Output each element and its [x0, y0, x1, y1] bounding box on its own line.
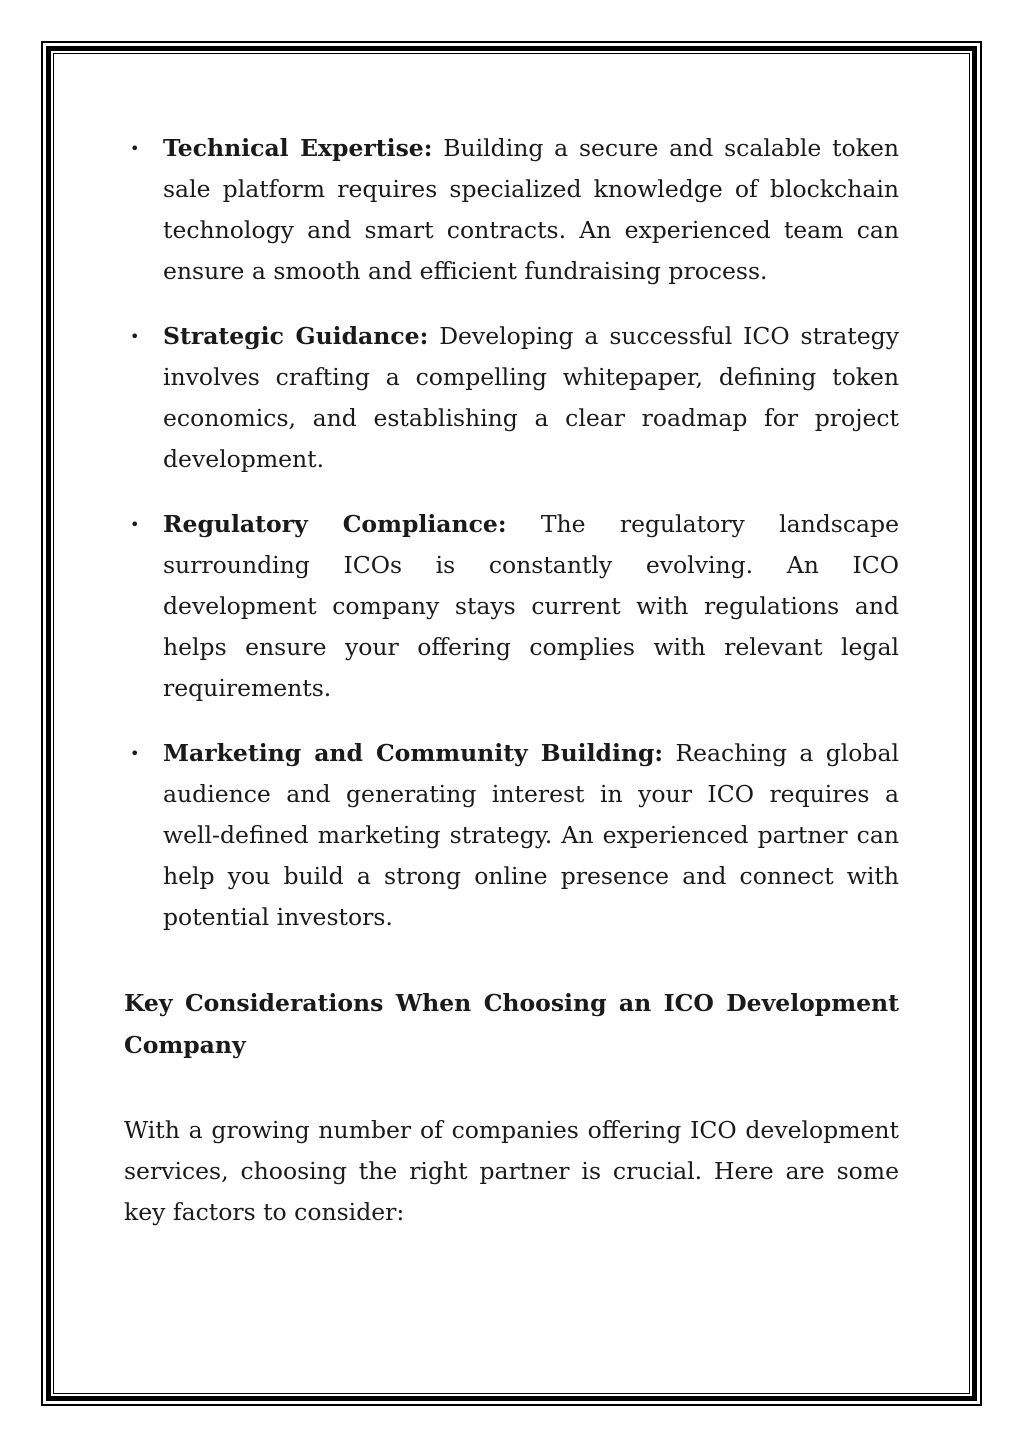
section-heading: Key Considerations When Choosing an ICO Development Company: [124, 989, 899, 1059]
bullet-term: Strategic Guidance:: [163, 322, 429, 350]
bullet-dot: •: [130, 139, 140, 158]
bullet-item-strategic-guidance: [124, 316, 899, 480]
bullet-list: [124, 128, 899, 938]
bullet-dot: •: [130, 327, 140, 346]
bullet-text: Reaching a global audience and generating interest in your ICO requires a well-defined marketing strategy. An experienced partner can help you build a strong online presence and connect with potential investors.: [163, 739, 899, 931]
bullet-term: Regulatory Compliance:: [163, 510, 507, 538]
bullet-term: Technical Expertise:: [163, 134, 433, 162]
bullet-item-technical-expertise: [124, 128, 899, 292]
section-paragraph: With a growing number of companies offering ICO development services, choosing the right partner is crucial. Here are some key factors to consider:: [124, 1116, 899, 1226]
bullet-text: Building a secure and scalable token sale platform requires specialized knowledge of blockchain technology and smart contracts. An experienced team can ensure a smooth and efficient fundraising process.: [163, 134, 899, 285]
bullet-text: The regulatory landscape surrounding ICOs is constantly evolving. An ICO development company stays current with regulations and helps ensure your offering complies with relevant legal requirements.: [163, 510, 899, 702]
bullet-text: Developing a successful ICO strategy involves crafting a compelling whitepaper, defining token economics, and establishing a clear roadmap for project development.: [163, 322, 899, 473]
page-content: [124, 128, 899, 1233]
bullet-dot: •: [130, 515, 140, 534]
bullet-term: Marketing and Community Building:: [163, 739, 664, 767]
bullet-dot: •: [130, 744, 140, 763]
bullet-item-marketing-community: [124, 733, 899, 938]
bullet-item-regulatory-compliance: [124, 504, 899, 709]
